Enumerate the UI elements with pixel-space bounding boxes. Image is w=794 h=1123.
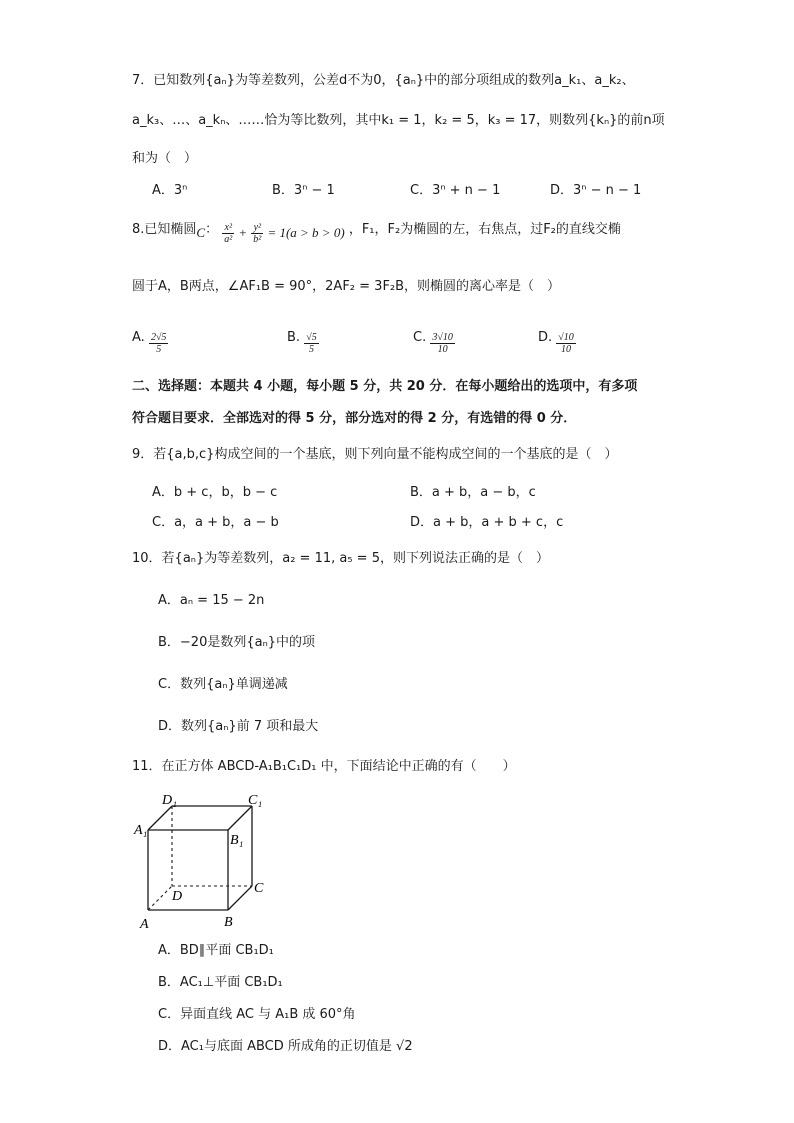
q7-line3: 和为（ ） xyxy=(132,151,198,166)
section2-line1: 二、选择题：本题共 4 小题，每小题 5 分，共 20 分．在每小题给出的选项中，有多项 xyxy=(132,379,638,394)
q11-stem: 11．在正方体 ABCD-A₁B₁C₁D₁ 中，下面结论中正确的有（ ） xyxy=(132,759,516,774)
q7-line1: 7．已知数列{aₙ}为等差数列，公差d不为0，{aₙ}中的部分项组成的数列a_k₁、a_k₂、 xyxy=(132,73,635,88)
section2-line2: 符合题目要求．全部选对的得 5 分，部分选对的得 2 分，有选错的得 0 分． xyxy=(132,411,577,426)
q9-option-c[interactable]: C．a，a + b，a − b xyxy=(152,515,279,530)
q7-option-d[interactable]: D．3ⁿ − n − 1 xyxy=(550,183,642,198)
q10-option-c[interactable]: C．数列{aₙ}单调递减 xyxy=(158,677,288,692)
edge-b-c xyxy=(228,886,252,910)
q11-option-d[interactable]: D．AC₁与底面 ABCD 所成角的正切值是 √2 xyxy=(158,1039,413,1054)
q9-option-a[interactable]: A．b + c，b，b − c xyxy=(152,485,278,500)
q7-option-c[interactable]: C．3ⁿ + n − 1 xyxy=(410,183,501,198)
label-b1: B₁ xyxy=(230,833,244,848)
edge-a-d-hidden xyxy=(148,886,172,910)
label-d1: D₁ xyxy=(162,793,177,808)
label-b: B xyxy=(224,915,233,930)
q9-option-d[interactable]: D．a + b，a + b + c，c xyxy=(410,515,564,530)
q9-stem: 9．若{a,b,c}构成空间的一个基底，则下列向量不能构成空间的一个基底的是（ ） xyxy=(132,447,618,462)
q8-option-b[interactable]: B. $\frac{√5}{5}$ xyxy=(287,330,317,355)
q11-option-a[interactable]: A．BD∥平面 CB₁D₁ xyxy=(158,943,274,958)
edge-b1-c1 xyxy=(228,806,252,830)
cube-figure xyxy=(130,788,280,933)
q7-option-a[interactable]: A．3ⁿ xyxy=(152,183,188,198)
q10-option-a[interactable]: A．aₙ = 15 − 2n xyxy=(158,593,265,608)
q10-option-b[interactable]: B．−20是数列{aₙ}中的项 xyxy=(158,635,316,650)
label-d: D xyxy=(172,889,183,904)
label-c1: C₁ xyxy=(248,793,263,808)
q11-option-c[interactable]: C．异面直线 AC 与 A₁B 成 60°角 xyxy=(158,1007,356,1022)
q10-stem: 10．若{aₙ}为等差数列，a₂ = 11, a₅ = 5，则下列说法正确的是（ ） xyxy=(132,551,549,566)
q7-line2: a_k₃、…、a_kₙ、……恰为等比数列，其中k₁ = 1，k₂ = 5，k₃ = 17，则数列{kₙ}的前n项 xyxy=(132,113,665,128)
edge-a1-d1 xyxy=(148,806,172,830)
q8-line1: 8.已知椭圆C： $\frac{\text{x²}}{\text{a²}}$ + $\frac{\text{y²}}{\text{b²}}$ = 1(a > b > 0) ，F₁，F₂为椭圆的左，右焦点，过F₂的直线交椭 xyxy=(132,222,621,245)
q8-option-c[interactable]: C. $\frac{3√10}{10}$ xyxy=(413,330,453,355)
q7-option-b[interactable]: B．3ⁿ − 1 xyxy=(272,183,335,198)
label-c: C xyxy=(254,881,264,896)
q8-line2: 圆于A，B两点，∠AF₁B = 90°，2AF₂ = 3F₂B，则椭圆的离心率是（ ） xyxy=(132,279,561,294)
q8-option-d[interactable]: D. $\frac{√10}{10}$ xyxy=(538,330,574,355)
q10-option-d[interactable]: D．数列{aₙ}前 7 项和最大 xyxy=(158,719,319,734)
q9-option-b[interactable]: B．a + b，a − b，c xyxy=(410,485,536,500)
q11-option-b[interactable]: B．AC₁⊥平面 CB₁D₁ xyxy=(158,975,283,990)
label-a1: A₁ xyxy=(134,823,148,838)
q8-option-a[interactable]: A. $\frac{2√5}{5}$ xyxy=(132,330,167,355)
label-a: A xyxy=(140,917,149,932)
